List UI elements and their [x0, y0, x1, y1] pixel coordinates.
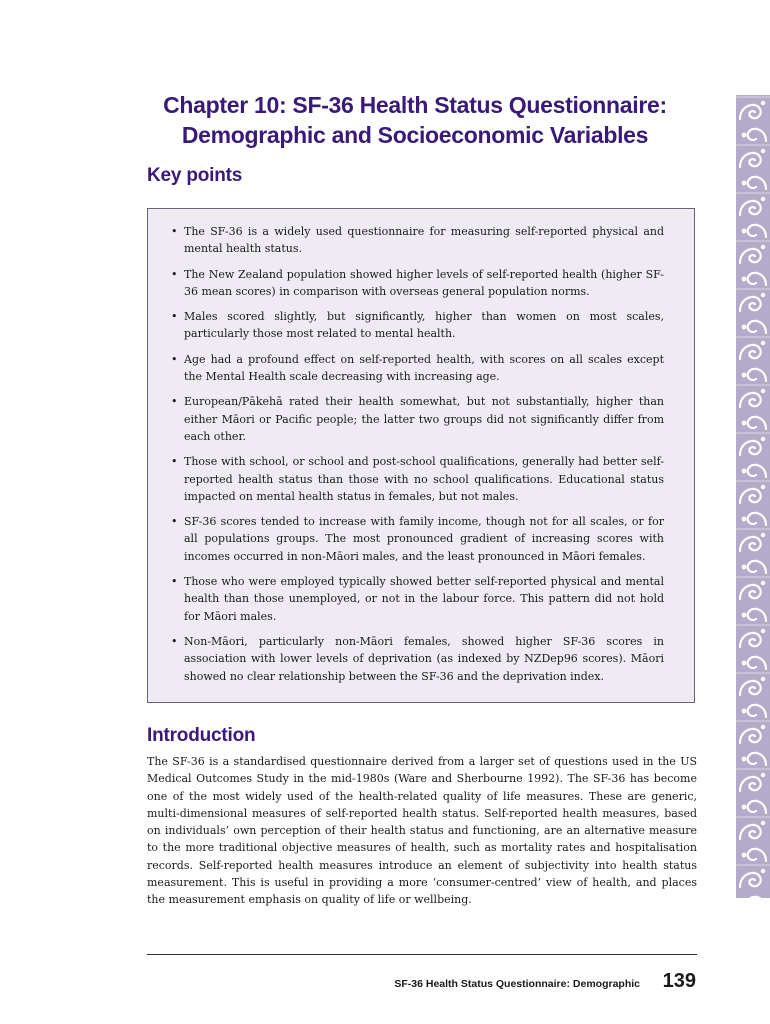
key-point-item: • The New Zealand population showed higher levels of self-reported health (higher SF-36 mean scores) in comparison with overseas general population norms. [184, 266, 664, 301]
koru-pattern-graphic [736, 95, 770, 898]
chapter-title-line-1: Chapter 10: SF-36 Health Status Questionnaire: [163, 92, 667, 118]
key-point-item: • European/Pākehā rated their health somewhat, but not substantially, higher than either Māori or Pacific people; the latter two groups did not significantly differ from each other. [184, 393, 664, 445]
key-point-item: • Those who were employed typically showed better self-reported physical and mental health than those unemployed, or not in the labour force. This pattern did not hold for Māori males. [184, 573, 664, 625]
chapter-title [160, 90, 670, 150]
key-point-item: • Non-Māori, particularly non-Māori females, showed higher SF-36 scores in association with lower levels of deprivation (as indexed by NZDep96 scores). Māori showed no clear relationship between the SF-36 and the deprivation index. [184, 633, 664, 685]
footer-running-title: SF-36 Health Status Questionnaire: Demographic [394, 978, 640, 990]
key-point-item: • Those with school, or school and post-school qualifications, generally had better self-reported health status than those with no school qualifications. Educational status impacted on mental health status in females, but not males. [184, 453, 664, 505]
key-point-item: • Males scored slightly, but significantly, higher than women on most scales, particularly those most related to mental health. [184, 308, 664, 343]
introduction-paragraph: The SF-36 is a standardised questionnaire derived from a larger set of questions used in the US Medical Outcomes Study in the mid-1980s (Ware and Sherbourne 1992). The SF-36 has become one of the most widely used of the health-related quality of life measures. These are generic, multi-dimensional measures of self-reported health status. Self-reported health measures, based on individuals’ own perception of their health status and functioning, are an alternative measure to the more traditional objective measures of health, such as mortality rates and hospitalisation records. Self-reported health measures introduce an element of subjectivity into health status measurement. This is useful in providing a more ‘consumer-centred’ view of health, and places the measurement emphasis on quality of life or wellbeing. [147, 755, 697, 907]
key-point-item: • SF-36 scores tended to increase with family income, though not for all scales, or for all populations groups. The most pronounced gradient of increasing scores with incomes occurred in non-Māori males, and the least pronounced in Māori females. [184, 513, 664, 565]
introduction-heading: Introduction [147, 725, 256, 746]
key-points-heading: Key points [147, 165, 243, 186]
key-point-item: • The SF-36 is a widely used questionnaire for measuring self-reported physical and mental health status. [184, 223, 664, 258]
koru-pattern-border [736, 95, 770, 898]
page-number: 139 [662, 970, 696, 992]
chapter-title-line-2: Demographic and Socioeconomic Variables [181, 122, 649, 148]
key-points-box [147, 208, 695, 703]
footer-divider [147, 954, 697, 955]
key-point-item: • Age had a profound effect on self-reported health, with scores on all scales except the Mental Health scale decreasing with increasing age. [184, 351, 664, 386]
key-points-list [148, 209, 694, 685]
